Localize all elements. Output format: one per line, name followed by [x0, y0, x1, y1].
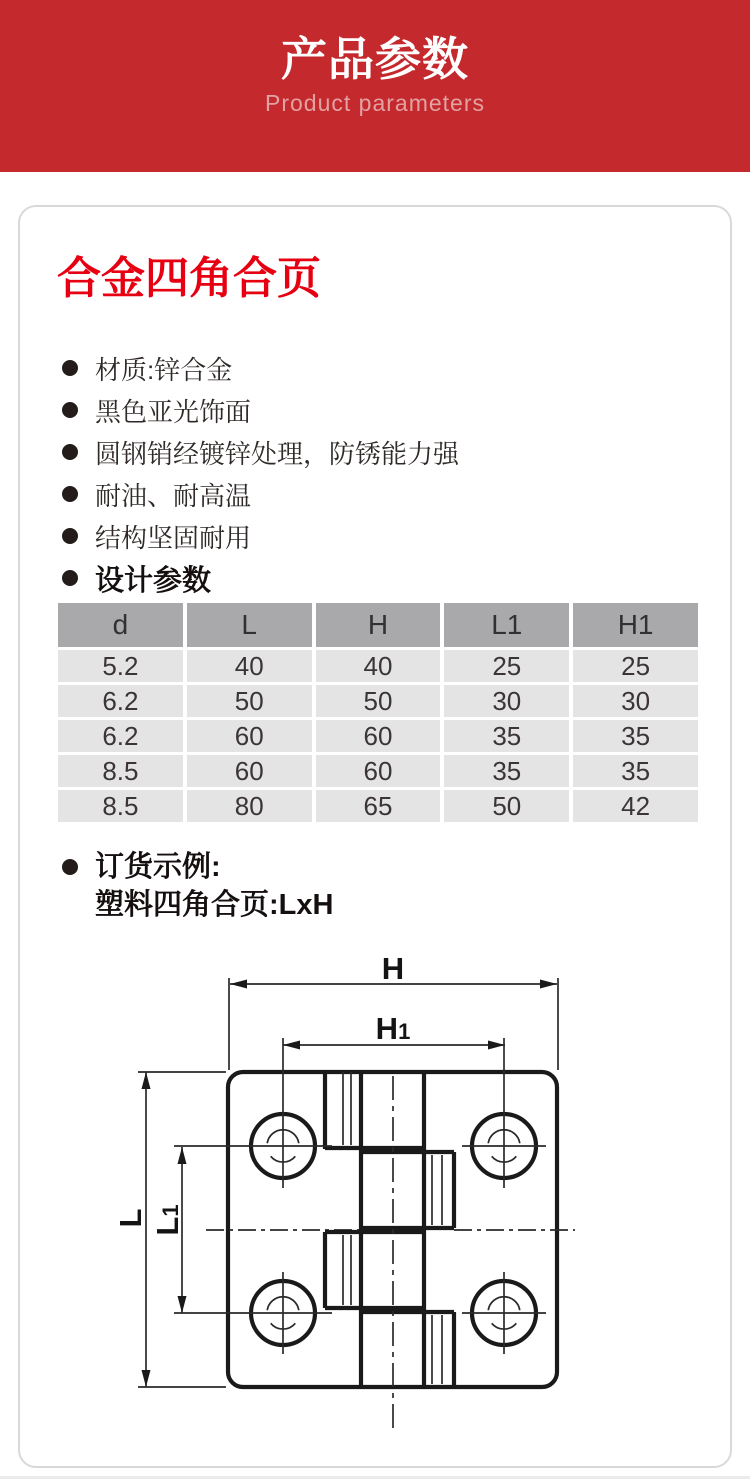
feature-text: 结构坚固耐用 [95, 522, 252, 553]
table-cell: 8.5 [58, 790, 183, 822]
bullet-icon [62, 486, 78, 502]
feature-text: 黑色亚光饰面 [95, 396, 252, 427]
order-example [62, 848, 333, 924]
table-cell: 35 [573, 720, 698, 752]
bullet-icon [62, 444, 78, 460]
column-header: H1 [573, 603, 698, 647]
column-header: d [58, 603, 183, 647]
feature-text: 材质:锌合金 [95, 354, 233, 385]
banner-title: 产品参数 [281, 33, 469, 85]
screw-hole-bottom-left [174, 1272, 332, 1354]
bullet-icon [62, 859, 78, 875]
hinge-knuckles [325, 1072, 454, 1428]
dimension-h1 [283, 1011, 505, 1050]
table-cell: 35 [444, 720, 569, 752]
table-cell: 50 [316, 685, 441, 717]
table-cell: 6.2 [58, 685, 183, 717]
bullet-icon [62, 360, 78, 376]
column-header: L [187, 603, 312, 647]
table-cell: 6.2 [58, 720, 183, 752]
table-cell: 42 [573, 790, 698, 822]
table-cell: 30 [444, 685, 569, 717]
screw-hole-bottom-right [462, 1272, 546, 1354]
hinge-technical-drawing [102, 952, 662, 1442]
product-title: 合金四角合页 [57, 254, 321, 303]
column-header: L1 [444, 603, 569, 647]
table-cell: 5.2 [58, 650, 183, 682]
order-example-line: 塑料四角合页:LxH [95, 889, 334, 921]
dim-label-l1: L1 [150, 1204, 185, 1236]
column-header: H [316, 603, 441, 647]
bullet-icon [62, 402, 78, 418]
table-cell: 65 [316, 790, 441, 822]
screw-hole-top-left [174, 1038, 332, 1188]
table-cell: 60 [316, 755, 441, 787]
list-item [62, 347, 459, 389]
list-item [62, 431, 459, 473]
feature-list [62, 347, 459, 557]
design-params-heading [62, 556, 211, 600]
table-cell: 50 [444, 790, 569, 822]
section-banner [0, 0, 750, 172]
dim-label-l: L [113, 1208, 148, 1228]
feature-text: 耐油、耐高温 [95, 480, 252, 511]
table-cell: 25 [573, 650, 698, 682]
bullet-icon [62, 528, 78, 544]
product-card [18, 205, 732, 1468]
table-cell: 50 [187, 685, 312, 717]
table-cell: 30 [573, 685, 698, 717]
table-cell: 60 [187, 720, 312, 752]
banner-subtitle: Product parameters [265, 90, 485, 116]
dimension-l1 [150, 1147, 187, 1313]
order-example-heading: 订货示例: [95, 851, 221, 883]
list-item [62, 389, 459, 431]
list-item [62, 515, 459, 557]
table-cell: 8.5 [58, 755, 183, 787]
screw-hole-top-right [462, 1038, 546, 1188]
bullet-icon [62, 570, 78, 586]
list-item [62, 473, 459, 515]
table-cell: 60 [316, 720, 441, 752]
table-cell: 40 [187, 650, 312, 682]
design-params-label: 设计参数 [95, 564, 212, 597]
table-cell: 40 [316, 650, 441, 682]
dim-label-h1: H1 [375, 1011, 411, 1046]
feature-text: 圆钢销经镀锌处理，防锈能力强 [95, 438, 460, 469]
dim-label-h: H [381, 952, 405, 986]
table-cell: 35 [573, 755, 698, 787]
spec-table [58, 603, 698, 822]
table-cell: 60 [187, 755, 312, 787]
table-cell: 35 [444, 755, 569, 787]
table-cell: 25 [444, 650, 569, 682]
table-cell: 80 [187, 790, 312, 822]
